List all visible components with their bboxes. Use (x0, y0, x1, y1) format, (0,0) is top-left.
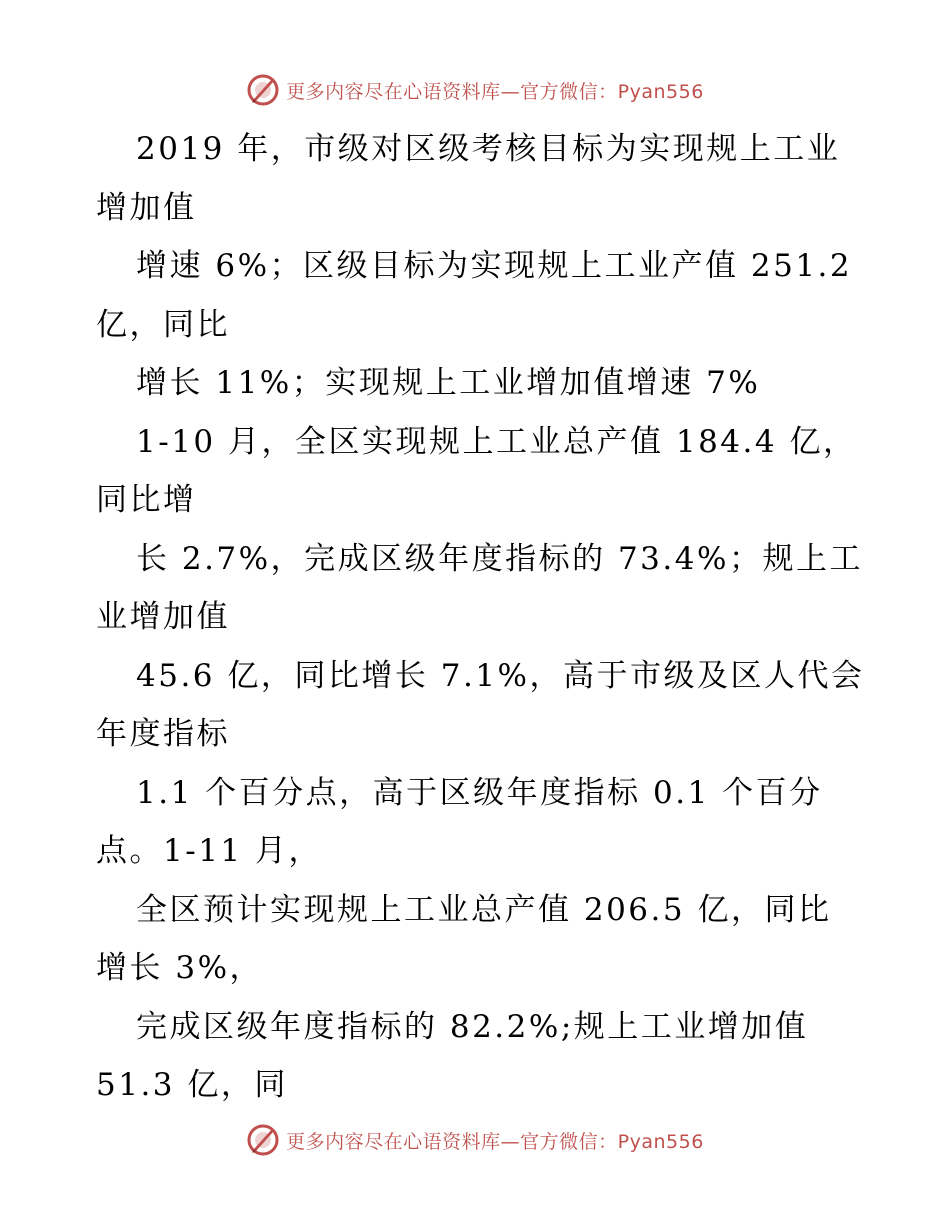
body-line: 增加值 (96, 189, 197, 226)
footer-banner (0, 1120, 950, 1160)
body-line: 完成区级年度指标的 82.2%;规上工业增加值 (136, 1008, 809, 1045)
body-line: 同比增 (96, 482, 197, 518)
body-line: 45.6 亿，同比增长 7.1%，高于市级及区人代会 (136, 657, 865, 694)
document-body (96, 120, 866, 1115)
body-line: 增长 3%， (96, 950, 264, 986)
body-line: 1-10 月，全区实现规上工业总产值 184.4 亿， (136, 423, 857, 460)
body-line: 增长 11%；实现规上工业增加值增速 7% (136, 365, 761, 401)
quill-seal-logo-icon (246, 73, 280, 107)
body-line: 点。1-11 月， (96, 833, 322, 869)
footer-banner-text: 更多内容尽在心语资料库—官方微信：Pyan556 (286, 1130, 704, 1153)
header-banner-text: 更多内容尽在心语资料库—官方微信：Pyan556 (286, 80, 704, 103)
header-banner (0, 70, 950, 110)
body-line: 亿，同比 (96, 306, 230, 343)
body-line: 2019 年，市级对区级考核目标为实现规上工业 (136, 131, 841, 167)
body-line: 年度指标 (96, 716, 230, 752)
quill-seal-logo-icon (246, 1123, 280, 1157)
body-line: 业增加值 (96, 599, 230, 635)
body-line: 51.3 亿，同 (96, 1067, 288, 1103)
body-line: 长 2.7%，完成区级年度指标的 73.4%；规上工 (136, 540, 863, 577)
body-line: 全区预计实现规上工业总产值 206.5 亿，同比 (136, 891, 832, 928)
body-line: 增速 6%；区级目标为实现规上工业产值 251.2 (136, 248, 853, 284)
body-line: 1.1 个百分点，高于区级年度指标 0.1 个百分 (136, 774, 823, 811)
